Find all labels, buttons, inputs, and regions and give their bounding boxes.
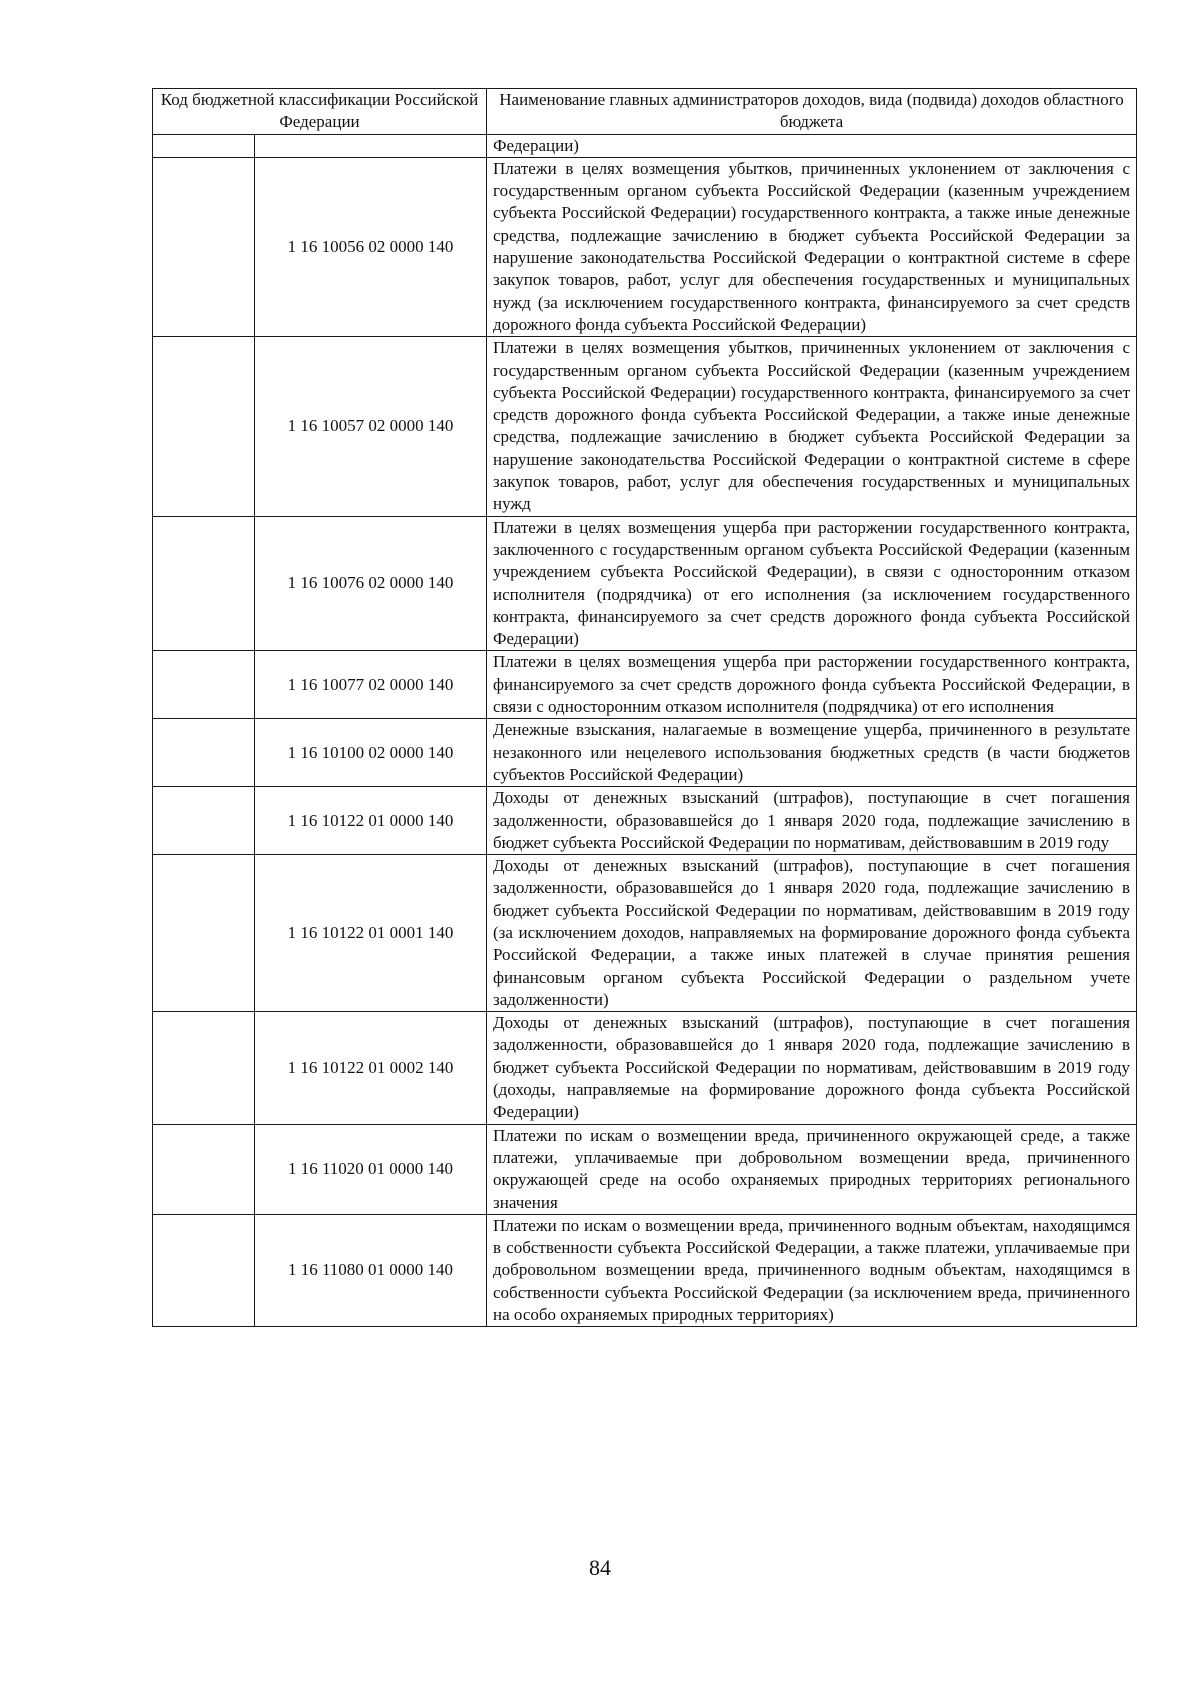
table-row [153, 855, 1137, 1012]
header-name-title: Наименование главных администраторов доходов, вида (подвида) доходов областного бюджета [487, 89, 1137, 135]
name-cell: Доходы от денежных взысканий (штрафов), поступающие в счет погашения задолженности, образовавшейся до 1 января 2020 года, подлежащие зачислению в бюджет субъекта Российской Федерации по нормативам, действовавшим в 2019 году (за исключением доходов, направляемых на формирование дорожного фонда субъекта Российской Федерации, а также иных платежей в случае принятия решения финансовым органом субъекта Российской Федерации о раздельном учете задолженности) [487, 855, 1137, 1012]
table-row [153, 651, 1137, 719]
table-header-row [153, 89, 1137, 135]
name-cell: Платежи в целях возмещения ущерба при расторжении государственного контракта, финансируемого за счет средств дорожного фонда субъекта Российской Федерации, в связи с односторонним отказом исполнителя (подрядчика) от его исполнения [487, 651, 1137, 719]
admin-cell [153, 651, 255, 719]
admin-cell [153, 1012, 255, 1124]
page-number: 84 [589, 1555, 611, 1580]
code-cell: 1 16 11020 01 0000 140 [255, 1124, 487, 1214]
code-cell: 1 16 10122 01 0001 140 [255, 855, 487, 1012]
admin-cell [153, 855, 255, 1012]
code-cell: 1 16 10122 01 0002 140 [255, 1012, 487, 1124]
admin-cell [153, 719, 255, 787]
code-cell: 1 16 10100 02 0000 140 [255, 719, 487, 787]
code-cell: 1 16 10122 01 0000 140 [255, 787, 487, 855]
admin-cell [153, 1214, 255, 1326]
budget-classification-table [152, 88, 1137, 1327]
table-row [153, 1012, 1137, 1124]
code-cell: 1 16 10056 02 0000 140 [255, 157, 487, 336]
name-cell: Платежи по искам о возмещении вреда, причиненного окружающей среде, а также платежи, уплачиваемые при добровольном возмещении вреда, причиненного окружающей среде на особо охраняемых природных территориях регионального значения [487, 1124, 1137, 1214]
table-row [153, 157, 1137, 336]
name-cell: Доходы от денежных взысканий (штрафов), поступающие в счет погашения задолженности, образовавшейся до 1 января 2020 года, подлежащие зачислению в бюджет субъекта Российской Федерации по нормативам, действовавшим в 2019 году (доходы, направляемые на формирование дорожного фонда субъекта Российской Федерации) [487, 1012, 1137, 1124]
table-row [153, 516, 1137, 651]
code-cell: 1 16 10077 02 0000 140 [255, 651, 487, 719]
name-cell: Федерации) [487, 134, 1137, 157]
admin-cell [153, 1124, 255, 1214]
table-row [153, 337, 1137, 516]
admin-cell [153, 157, 255, 336]
name-cell: Платежи по искам о возмещении вреда, причиненного водным объектам, находящимся в собственности субъекта Российской Федерации, а также платежи, уплачиваемые при добровольном возмещении вреда, причиненного водным объектам, находящимся в собственности субъекта Российской Федерации (за исключением вреда, причиненного на особо охраняемых природных территориях) [487, 1214, 1137, 1326]
code-cell [255, 134, 487, 157]
admin-cell [153, 134, 255, 157]
name-cell: Платежи в целях возмещения ущерба при расторжении государственного контракта, заключенного с государственным органом субъекта Российской Федерации (казенным учреждением субъекта Российской Федерации), в связи с односторонним отказом исполнителя (подрядчика) от его исполнения (за исключением государственного контракта, финансируемого за счет средств дорожного фонда субъекта Российской Федерации) [487, 516, 1137, 651]
header-code-title: Код бюджетной классификации Российской Федерации [153, 89, 487, 135]
admin-cell [153, 787, 255, 855]
admin-cell [153, 516, 255, 651]
name-cell: Доходы от денежных взысканий (штрафов), поступающие в счет погашения задолженности, образовавшейся до 1 января 2020 года, подлежащие зачислению в бюджет субъекта Российской Федерации по нормативам, действовавшим в 2019 году [487, 787, 1137, 855]
table-row [153, 719, 1137, 787]
admin-cell [153, 337, 255, 516]
code-cell: 1 16 11080 01 0000 140 [255, 1214, 487, 1326]
table-row-continuation [153, 134, 1137, 157]
name-cell: Платежи в целях возмещения убытков, причиненных уклонением от заключения с государственным органом субъекта Российской Федерации (казенным учреждением субъекта Российской Федерации) государственного контракта, а также иные денежные средства, подлежащие зачислению в бюджет субъекта Российской Федерации за нарушение законодательства Российской Федерации о контрактной системе в сфере закупок товаров, работ, услуг для обеспечения государственных и муниципальных нужд (за исключением государственного контракта, финансируемого за счет средств дорожного фонда субъекта Российской Федерации) [487, 157, 1137, 336]
code-cell: 1 16 10057 02 0000 140 [255, 337, 487, 516]
name-cell: Денежные взыскания, налагаемые в возмещение ущерба, причиненного в результате незаконного или нецелевого использования бюджетных средств (в части бюджетов субъектов Российской Федерации) [487, 719, 1137, 787]
table-row [153, 1124, 1137, 1214]
table-row [153, 787, 1137, 855]
table-row [153, 1214, 1137, 1326]
name-cell: Платежи в целях возмещения убытков, причиненных уклонением от заключения с государственным органом субъекта Российской Федерации (казенным учреждением субъекта Российской Федерации) государственного контракта, финансируемого за счет средств дорожного фонда субъекта Российской Федерации, а также иные денежные средства, подлежащие зачислению в бюджет субъекта Российской Федерации за нарушение законодательства Российской Федерации о контрактной системе в сфере закупок товаров, работ, услуг для обеспечения государственных и муниципальных нужд [487, 337, 1137, 516]
code-cell: 1 16 10076 02 0000 140 [255, 516, 487, 651]
